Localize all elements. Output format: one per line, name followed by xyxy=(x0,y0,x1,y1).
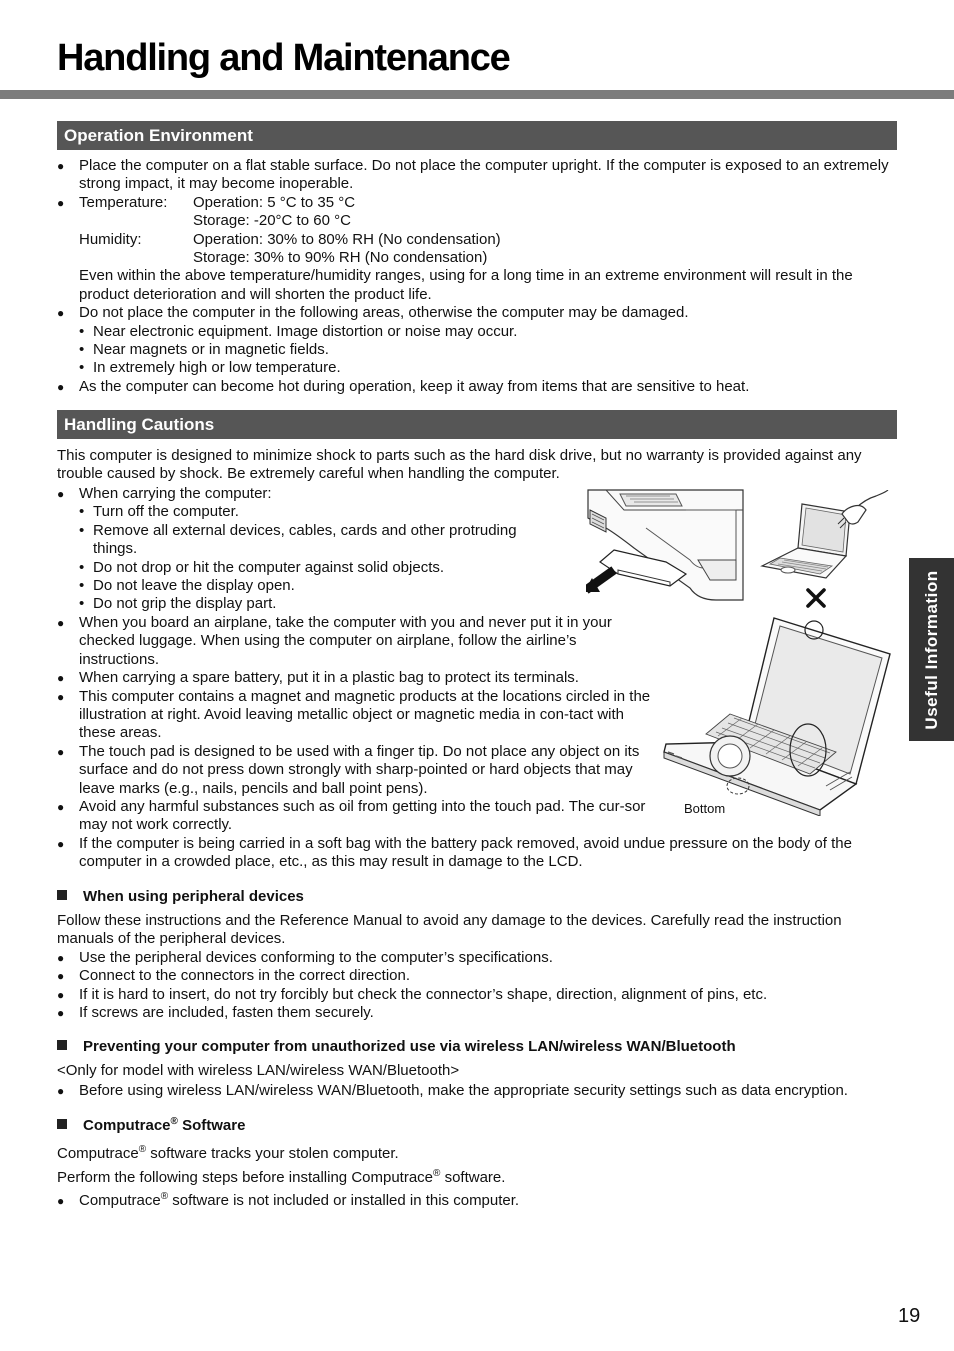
list-item: ● If it is hard to insert, do not try forcibly but check the connector’s shape, direction, alignment of pins, etc. xyxy=(57,986,897,1004)
temperature-storage: Storage: -20°C to 60 °C xyxy=(193,212,351,230)
list-item: • Do not leave the display open. xyxy=(57,577,557,595)
page-number: 19 xyxy=(898,1305,921,1327)
humidity-label: Humidity: xyxy=(79,230,142,248)
computrace-line2 xyxy=(57,1169,897,1187)
list-item: ● If screws are included, fasten them securely. xyxy=(57,1004,897,1022)
list-item: ● Use the peripheral devices conforming to the computer’s specifications. xyxy=(57,949,897,967)
bullet-magnet: ● This computer contains a magnet and magnetic products at the locations circled in the illustration at right. Avoid leaving metallic object or magnetic media in con-tact with these areas. xyxy=(57,688,658,743)
bullet-temperature xyxy=(57,194,897,212)
wireless-note: <Only for model with wireless LAN/wireless WAN/Bluetooth> xyxy=(57,1062,460,1079)
temperature-storage-row xyxy=(57,212,897,230)
subheading-text: Preventing your computer from unauthorized use via wireless LAN/wireless WAN/Bluetooth xyxy=(83,1038,736,1055)
card-removal-illustration xyxy=(586,488,744,606)
carrying-list xyxy=(57,485,557,614)
cautions-list xyxy=(57,614,658,835)
bullet-heat: ● As the computer can become hot during operation, keep it away from items that are sensitive to heat. xyxy=(57,378,897,396)
list-item: ● Before using wireless LAN/wireless WAN/Bluetooth, make the appropriate security settings such as data encryption. xyxy=(57,1082,897,1100)
square-bullet-icon xyxy=(57,1119,67,1129)
humidity-operation: Operation: 30% to 80% RH (No condensation) xyxy=(193,230,501,248)
computrace-line2-rest: software. xyxy=(440,1169,506,1186)
page-title: Handling and Maintenance xyxy=(57,37,510,79)
registered-mark: ® xyxy=(138,1144,147,1155)
computrace-bullet-block xyxy=(57,1192,897,1210)
prohibited-x-icon xyxy=(805,587,827,609)
subheading-text: Computrace xyxy=(83,1117,171,1134)
computrace-bullet-text: software is not included or installed in this computer. xyxy=(168,1192,520,1209)
registered-mark: ® xyxy=(170,1116,178,1127)
operation-environment-body xyxy=(57,157,897,396)
list-item xyxy=(57,1192,897,1210)
laptop-grip-illustration xyxy=(758,490,890,580)
square-bullet-icon xyxy=(57,890,67,900)
section-heading-operation-environment: Operation Environment xyxy=(57,121,897,150)
bullet-soft-bag: ● If the computer is being carried in a soft bag with the battery pack removed, avoid undue pressure on the body of the computer in a crowded place, etc., as this may result in damage to the LCD. xyxy=(57,835,897,872)
humidity-row xyxy=(57,231,897,249)
computrace-line1-text: software tracks your stolen computer. xyxy=(146,1145,399,1162)
computrace-word: Computrace xyxy=(57,1145,139,1162)
illustration-caption: Bottom xyxy=(684,801,726,816)
bullet-touchpad: ● The touch pad is designed to be used with a finger tip. Do not place any object on its surface and do not press down strongly with sharp-pointed or hard objects that may leave marks (e.g., nails, pencils and ball point pens). xyxy=(57,743,658,798)
subheading-computrace xyxy=(57,1117,245,1135)
subheading-peripheral-devices xyxy=(57,888,304,906)
handling-cautions-intro: This computer is designed to minimize shock to parts such as the hard disk drive, but no warranty is provided against any trouble caused by shock. Be extremely careful when handling the computer. xyxy=(57,447,862,483)
humidity-storage-row xyxy=(57,249,897,267)
side-tab xyxy=(909,558,954,741)
subheading-text-rest: Software xyxy=(177,1117,246,1134)
list-item: • Turn off the computer. xyxy=(57,503,557,521)
registered-mark: ® xyxy=(433,1168,441,1179)
peripheral-intro: Follow these instructions and the Reference Manual to avoid any damage to the devices. Carefully read the instruction manuals of the peripheral devices. xyxy=(57,912,842,948)
computrace-line1 xyxy=(57,1145,897,1163)
list-item: • In extremely high or low temperature. xyxy=(57,359,897,377)
subheading-wireless xyxy=(57,1038,736,1056)
bullet-airplane: ● When you board an airplane, take the computer with you and never put it in your checked luggage. When using the computer on airplane, follow the airline’s instructions. xyxy=(57,614,658,669)
temperature-label: ● Temperature: xyxy=(79,193,168,211)
subheading-text: When using peripheral devices xyxy=(83,888,304,905)
side-tab-label: Useful Information xyxy=(921,569,941,730)
list-item: • Near electronic equipment. Image distortion or noise may occur. xyxy=(57,323,897,341)
bullet-carrying: ● When carrying the computer: xyxy=(57,485,557,503)
temperature-operation: Operation: 5 °C to 35 °C xyxy=(193,193,356,211)
square-bullet-icon xyxy=(57,1040,67,1050)
laptop-magnet-illustration xyxy=(660,614,896,816)
bullet-battery: ● When carrying a spare battery, put it in a plastic bag to protect its terminals. xyxy=(57,669,658,687)
list-item: • Remove all external devices, cables, cards and other protruding things. xyxy=(57,522,557,559)
bullet-areas: ● Do not place the computer in the following areas, otherwise the computer may be damaged. xyxy=(57,304,897,322)
bullet-flat-surface: ● Place the computer on a flat stable surface. Do not place the computer upright. If the computer is exposed to an extremely strong impact, it may become inoperable. xyxy=(57,157,897,194)
list-item: • Do not grip the display part. xyxy=(57,595,557,613)
computrace-word: Computrace xyxy=(79,1192,161,1209)
humidity-storage: Storage: 30% to 90% RH (No condensation) xyxy=(193,249,488,267)
section-heading-handling-cautions: Handling Cautions xyxy=(57,410,897,439)
computrace-line2-text: Perform the following steps before installing Computrace xyxy=(57,1169,434,1186)
wireless-body xyxy=(57,1062,897,1101)
peripheral-body xyxy=(57,912,897,1022)
bullet-substances: ● Avoid any harmful substances such as oil from getting into the touch pad. The cur-sor may not work correctly. xyxy=(57,798,658,835)
range-note: Even within the above temperature/humidity ranges, using for a long time in an extreme environment will result in the product deterioration and will shorten the product life. xyxy=(79,267,853,303)
bullet-soft-bag-block xyxy=(57,835,897,872)
list-item: ● Connect to the connectors in the correct direction. xyxy=(57,967,897,985)
title-rule xyxy=(0,90,954,99)
registered-mark: ® xyxy=(160,1191,169,1202)
list-item: • Near magnets or in magnetic fields. xyxy=(57,341,897,359)
list-item: • Do not drop or hit the computer against solid objects. xyxy=(57,559,557,577)
